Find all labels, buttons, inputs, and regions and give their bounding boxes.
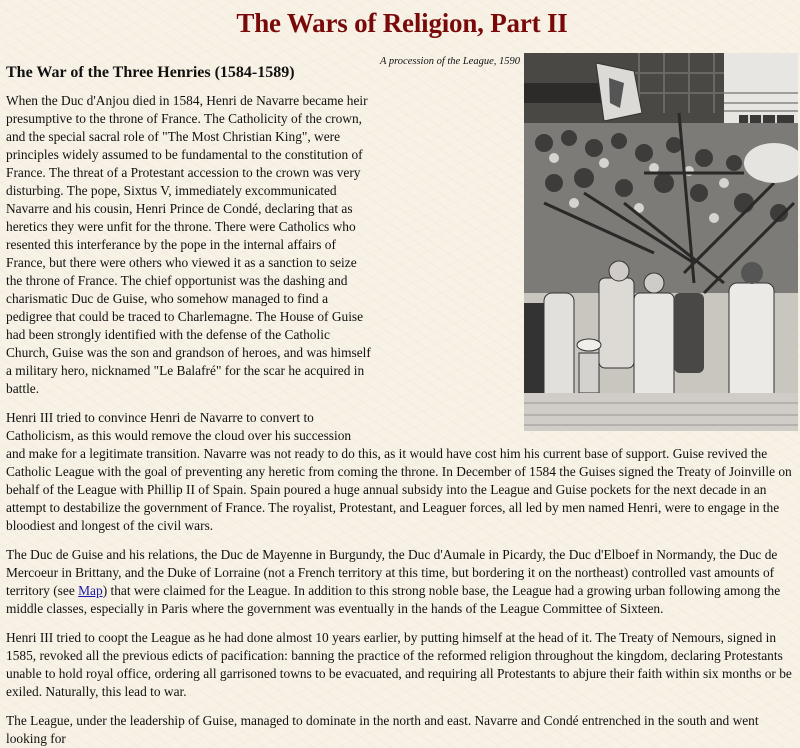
paragraph-4: Henri III tried to coopt the League as he had done almost 10 years earlier, by putting himself at the head of it. The Treaty of Nemours, signed in 1585, revoked all the previous edicts of pacification: banning the practice of the reformed religion throughout the kingdom, declaring Protestants unable to hold royal office, ordering all garrisoned towns to be evacuated, and requiring all Protestants to abjure their faith within six months or be exiled. Naturally, this lead to war.: [6, 630, 792, 699]
page-title: The Wars of Religion, Part II: [236, 8, 568, 38]
league-procession-image: [524, 53, 798, 431]
paragraph-1: When the Duc d'Anjou died in 1584, Henri de Navarre became heir presumptive to the throne of France. The Catholicity of the crown, and the special sacral role of "The Most Christian King", were principles widely assumed to be fundamental to the constitution of France. The threat of a Protestant accession to the crown was very disturbing. The pope, Sixtus V, immediately excommunicated Navarre and his cousin, Henri Prince de Condé, declaring that as heretics they were unfit for the throne. There were Catholics who resented this interferance by the pope in the internal affairs of France, but there were others who viewed it as a sanction to seize the throne of France. The chief opportunist was the dashing and charismatic Duc de Guise, who somehow managed to find a pedigree that could be traced to Charlemagne. The House of Guise had been strongly identified with the defense of the Catholic Church, Guise was the son and grandson of heroes, and was himself a military hero, nicknamed "Le Balafré" for the scar he acquired in battle.: [6, 93, 371, 396]
paragraph-5: The League, under the leadership of Guise, managed to dominate in the north and east. Navarre and Condé entrenched in the south and went looking for: [6, 713, 759, 746]
figure: [378, 53, 798, 433]
figure-caption: A procession of the League, 1590: [380, 56, 520, 67]
section-heading: The War of the Three Henries (1584-1589): [6, 64, 295, 81]
paragraph-2: Henri III tried to convince Henri de Navarre to convert to Catholicism, as this would remove the cloud over his succession and make for a legitimate transition. Navarre was not ready to do this, as it would have cost him his current base of support. Guise revived the Catholic League with the goal of preventing any heretic from coming the throne. In December of 1584 the Guises signed the Treaty of Joinville on behalf of the League with Phillip II of Spain. Spain poured a huge annual subsidy into the League and Guise pockets for the next decade in an attempt to destabilize the government of France. The royalist, Protestant, and Leaguer forces, all led by men named Henri, were to engage in the bloodiest and longest of the civil wars.: [6, 410, 792, 533]
engraving-illustration: [524, 53, 798, 431]
paragraph-3-text-a: The Duc de Guise and his relations, the Duc de Mayenne in Burgundy, the Duc d'Aumale in Picardy, the Duc d'Elboef in Normandy, the Duc de Mercoeur in Brittany, and the Duke of Lorraine (not a French territory at this time, but bordering it on the northeast) controlled vast amounts of territory (see: [6, 547, 778, 598]
map-link[interactable]: Map: [78, 583, 103, 598]
paragraph-3-text-b: ) that were claimed for the League. In addition to this strong noble base, the League had a growing urban following among the middle classes, especially in Paris where the government was eventually in the hands of the League Committee of Sixteen.: [6, 583, 781, 616]
paragraph-3: [6, 546, 798, 618]
